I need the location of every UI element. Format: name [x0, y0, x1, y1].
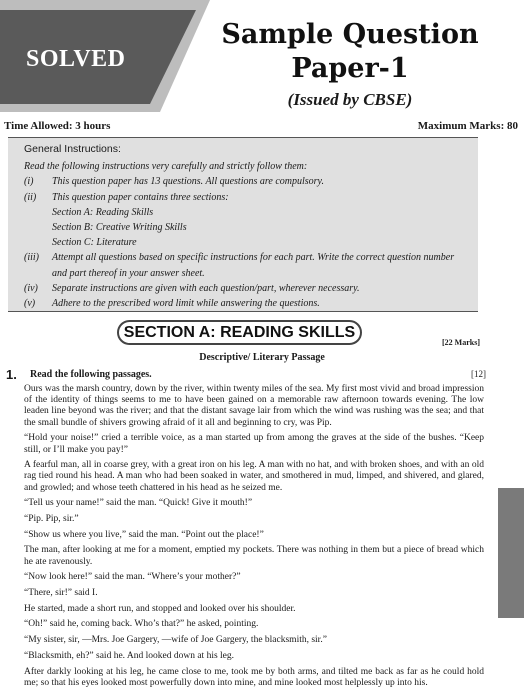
- instruction-number: (i): [24, 176, 34, 188]
- question-prompt: Read the following passages.: [30, 369, 152, 380]
- instruction-item: [24, 296, 470, 311]
- page-title-line1: Sample Question: [221, 19, 479, 50]
- passage-paragraph: “Pip. Pip, sir.”: [24, 514, 79, 525]
- section-list-item: Section A: Reading Skills: [52, 206, 154, 218]
- passage-paragraph: He started, made a short run, and stopped and looked over his shoulder.: [24, 603, 296, 614]
- passage-paragraph: The man, after looking at me for a moment, emptied my pockets. There was nothing in them but a piece of bread which he ate ravenously.: [24, 545, 484, 567]
- page-edge-tab: [498, 488, 524, 618]
- instruction-number: (v): [24, 298, 36, 310]
- question-marks: [12]: [471, 369, 486, 379]
- instruction-text: Adhere to the prescribed word limit while answering the questions.: [52, 298, 320, 310]
- section-list-item: Section C: Literature: [52, 237, 137, 249]
- section-list-item: Section B: Creative Writing Skills: [52, 222, 187, 234]
- passage-paragraph: “Now look here!” said the man. “Where’s your mother?”: [24, 572, 241, 583]
- question-number: 1.: [6, 367, 17, 382]
- instruction-item: [24, 281, 470, 296]
- section-a-heading: SECTION A: READING SKILLS: [117, 320, 362, 345]
- passage-paragraph: “There, sir!” said I.: [24, 588, 98, 599]
- exam-meta-row: [4, 120, 520, 136]
- passage-paragraph: “Oh!” said he, coming back. Who’s that?” he asked, pointing.: [24, 619, 259, 630]
- instruction-text: Attempt all questions based on specific instructions for each part. Write the correct question number and part thereof in your answer sheet.: [52, 252, 455, 279]
- passage-paragraph: “My sister, sir, —Mrs. Joe Gargery, —wife of Joe Gargery, the blacksmith, sir.”: [24, 635, 327, 646]
- instructions-intro: Read the following instructions very carefully and strictly follow them:: [24, 161, 308, 173]
- instruction-item: [24, 174, 470, 189]
- passage-paragraph: “Hold your noise!” cried a terrible voice, as a man started up from among the graves at the side of the bushes. “Keep still, or I’ll make you pay!”: [24, 433, 484, 455]
- passage-paragraph: A fearful man, all in coarse grey, with a great iron on his leg. A man with no hat, and with broken shoes, and with an old rag tied round his head. A man who had been soaked in water, and smothered in mud, limped, and shivered, and glared, and growled; and whose teeth chattered in his head as he seized me.: [24, 460, 484, 493]
- instruction-text: This question paper contains three sections:: [52, 191, 229, 203]
- solved-badge: SOLVED: [26, 46, 126, 72]
- time-allowed: Time Allowed: 3 hours: [4, 120, 111, 132]
- passage-paragraph: After darkly looking at his leg, he came close to me, took me by both arms, and tilted me back as far as he could hold me; so that his eyes looked most powerfully down into mine, and mine looked most helplessly up into his.: [24, 666, 484, 688]
- instruction-item: [24, 250, 470, 280]
- instruction-text: Separate instructions are given with each question/part, wherever necessary.: [52, 282, 360, 294]
- page-title-line2: Paper-1: [291, 53, 409, 84]
- instruction-text: This question paper has 13 questions. All questions are compulsory.: [52, 176, 324, 188]
- passage-paragraph: “Blacksmith, eh?” said he. And looked down at his leg.: [24, 650, 235, 661]
- passage-paragraph: “Show us where you live,” said the man. “Point out the place!”: [24, 529, 264, 540]
- instruction-number: (iii): [24, 252, 39, 264]
- passage-paragraph: Ours was the marsh country, down by the river, within twenty miles of the sea. My first most vivid and broad impression of the identity of things seems to me to have been gained on a memorable raw afternoon towards evening. The low leaden line beyond was the river; and that the distant savage lair from which the wind was rushing was the sea; and that the small bundle of shivers growing afraid of it all and beginning to cry, was Pip.: [24, 384, 484, 428]
- reading-passage: [24, 384, 484, 693]
- passage-type-label: Descriptive/ Literary Passage: [199, 352, 325, 363]
- header-band: [0, 0, 524, 112]
- title-block: [180, 18, 520, 110]
- section-a-marks: [22 Marks]: [442, 338, 480, 347]
- instruction-item: [24, 190, 470, 205]
- instruction-number: (ii): [24, 191, 37, 203]
- general-instructions-box: [8, 137, 478, 312]
- question-1-header: [6, 369, 486, 383]
- passage-paragraph: “Tell us your name!” said the man. “Quick! Give it mouth!”: [24, 498, 253, 509]
- maximum-marks: Maximum Marks: 80: [417, 120, 518, 132]
- page-subtitle: (Issued by CBSE): [287, 90, 413, 109]
- instruction-number: (iv): [24, 282, 38, 294]
- instructions-title: General Instructions:: [24, 143, 121, 155]
